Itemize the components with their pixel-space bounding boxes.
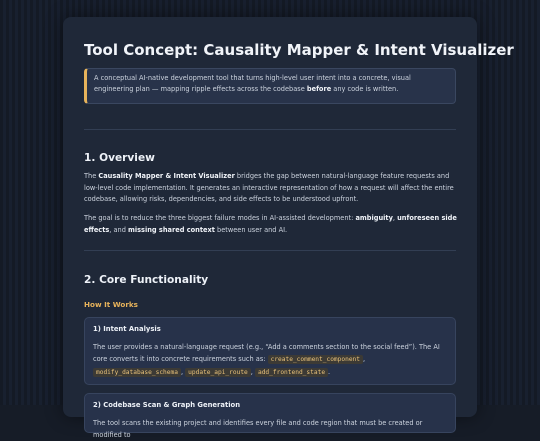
bold-text: missing shared context [127, 225, 215, 234]
step-box-intent-analysis [84, 317, 456, 385]
text: , and [109, 225, 128, 234]
step-box-codebase-scan [84, 393, 456, 439]
text: , [250, 368, 255, 376]
code-chip: create_comment_component [268, 355, 363, 364]
how-it-works-heading: How It Works [84, 300, 138, 309]
callout-text: A conceptual AI-native development tool that turns high-level user intent into a concrete, visual engineering plan — mapping ripple effects across the codebase [94, 74, 411, 93]
code-chip: add_frontend_state [255, 368, 328, 377]
overview-paragraph [84, 171, 459, 206]
bold-text: ambiguity [355, 214, 393, 222]
bold-text: Causality Mapper & Intent Visualizer [98, 172, 235, 180]
text: , [180, 368, 186, 376]
goal-paragraph [84, 213, 459, 236]
text: The goal is to reduce the three biggest failure modes in AI-assisted development: [84, 214, 356, 222]
divider [84, 129, 456, 130]
text: , [392, 214, 398, 222]
divider [84, 250, 456, 251]
code-chip: modify_database_schema [93, 368, 181, 377]
text: , [363, 355, 366, 363]
callout-bold: before [306, 85, 332, 93]
code-chip: update_api_route [185, 368, 251, 377]
text: The [84, 172, 99, 180]
overview-heading: 1. Overview [84, 152, 155, 164]
text: . [328, 368, 331, 376]
bold-text: unforeseen side effects [84, 214, 457, 234]
document-card [63, 17, 514, 439]
core-heading: 2. Core Functionality [84, 274, 209, 286]
text: The user provides a natural-language request (e.g., “Add a comments section to the social feed”). The AI core converts it into concrete requirements such as: [93, 343, 440, 363]
step-title: 1) Intent Analysis [93, 325, 161, 333]
page-title: Tool Concept: Causality Mapper & Intent Visualizer [84, 41, 514, 59]
step-title: 2) Codebase Scan & Graph Generation [93, 401, 241, 409]
intro-callout [84, 68, 456, 104]
text: between user and AI. [214, 225, 288, 234]
callout-text-end: any code is written. [331, 85, 399, 93]
step-text [93, 341, 447, 379]
step-text: The tool scans the existing project and identifies every file and code region that must be created or modified to [93, 419, 423, 439]
text: bridges the gap between natural-language feature requests and low-level code implementation. It generates an interactive representation of how a request will affect the entire codebase, allowing risks, dependencies, and side effects to be understood upfront. [84, 172, 454, 203]
